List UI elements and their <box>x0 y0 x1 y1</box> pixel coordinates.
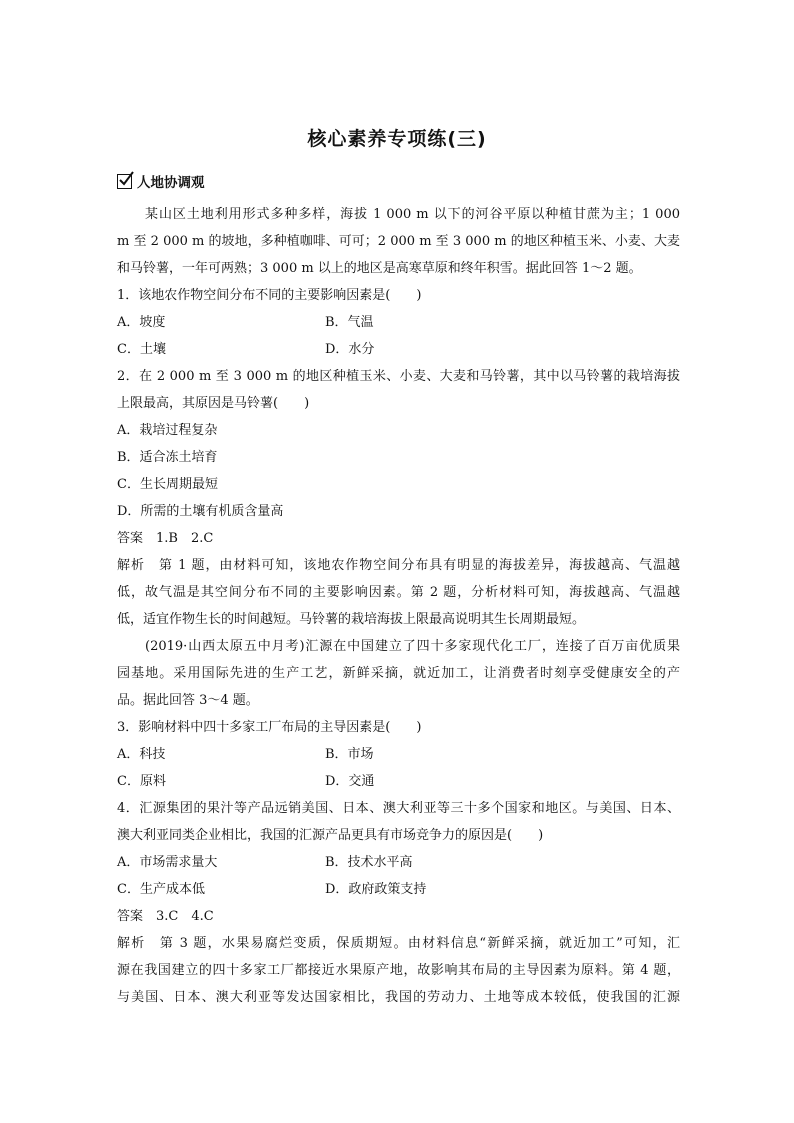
q1-option-d: D．水分 <box>325 342 375 357</box>
analysis2-line-3: 与美国、日本、澳大利亚等发达国家相比，我国的劳动力、土地等成本较低，使我国的汇源 <box>117 990 680 1005</box>
answer-3-4: 答案 3.C 4.C <box>117 909 214 924</box>
q3-option-a: A．科技 <box>117 747 166 762</box>
material1-line-1: 某山区土地利用形式多种多样，海拔 1 000 m 以下的河谷平原以种植甘蔗为主；1 000 <box>145 207 680 222</box>
analysis1-line-2: 低，故气温是其空间分布不同的主要影响因素。第 2 题，分析材料可知，海拔越高、气温越 <box>117 585 680 600</box>
section-heading <box>117 171 205 191</box>
q2-stem-line-1: 2．在 2 000 m 至 3 000 m 的地区种植玉米、小麦、大麦和马铃薯，其中以马铃薯的栽培海拔 <box>117 369 680 384</box>
q3-option-b: B．市场 <box>325 747 374 762</box>
checkbox-icon <box>117 174 132 189</box>
q2-stem-line-2: 上限最高，其原因是马铃薯( ) <box>117 396 310 411</box>
q3-stem: 3．影响材料中四十多家工厂布局的主导因素是( ) <box>117 720 422 735</box>
q4-stem-line-1: 4．汇源集团的果汁等产品远销美国、日本、澳大利亚等三十多个国家和地区。与美国、日本、 <box>117 801 680 816</box>
q1-stem: 1．该地农作物空间分布不同的主要影响因素是( ) <box>117 288 422 303</box>
q2-option-b: B．适合冻土培育 <box>117 450 218 465</box>
analysis1-line-1: 解析 第 1 题，由材料可知，该地农作物空间分布具有明显的海拔差异，海拔越高、气温越 <box>117 558 680 573</box>
material2-line-3: 品。据此回答 3～4 题。 <box>117 693 259 708</box>
q1-option-c: C．土壤 <box>117 342 166 357</box>
q1-option-b: B．气温 <box>325 315 374 330</box>
material2-line-2: 园基地。采用国际先进的生产工艺，新鲜采摘，就近加工，让消费者时刻享受健康安全的产 <box>117 666 680 681</box>
section-label: 人地协调观 <box>137 175 205 191</box>
q4-option-a: A．市场需求量大 <box>117 855 218 870</box>
q2-option-a: A．栽培过程复杂 <box>117 423 218 438</box>
q2-option-d: D．所需的土壤有机质含量高 <box>117 504 284 519</box>
q3-option-d: D．交通 <box>325 774 375 789</box>
q3-option-c: C．原料 <box>117 774 166 789</box>
material1-line-2: m 至 2 000 m 的坡地，多种植咖啡、可可；2 000 m 至 3 000 m 的地区种植玉米、小麦、大麦 <box>117 234 680 249</box>
q4-stem-line-2: 澳大利亚同类企业相比，我国的汇源产品更具有市场竞争力的原因是( ) <box>117 828 544 843</box>
analysis2-line-2: 源在我国建立的四十多家工厂都接近水果原产地，故影响其布局的主导因素为原料。第 4 题， <box>117 963 680 978</box>
q2-option-c: C．生长周期最短 <box>117 477 218 492</box>
material2-line-1: (2019·山西太原五中月考)汇源在中国建立了四十多家现代化工厂，连接了百万亩优质果 <box>145 639 680 654</box>
q1-option-a: A．坡度 <box>117 315 166 330</box>
page-title: 核心素养专项练(三) <box>307 128 487 150</box>
analysis2-line-1: 解析 第 3 题，水果易腐烂变质，保质期短。由材料信息“新鲜采摘，就近加工”可知，汇 <box>117 936 680 951</box>
q4-option-c: C．生产成本低 <box>117 882 205 897</box>
answer-1-2: 答案 1.B 2.C <box>117 531 214 546</box>
analysis1-line-3: 低，适宜作物生长的时间越短。马铃薯的栽培海拔上限最高说明其生长周期最短。 <box>117 612 586 627</box>
material1-line-3: 和马铃薯，一年可两熟；3 000 m 以上的地区是高寒草原和终年积雪。据此回答 1～2 题。 <box>117 261 642 276</box>
q4-option-d: D．政府政策支持 <box>325 882 427 897</box>
q4-option-b: B．技术水平高 <box>325 855 413 870</box>
